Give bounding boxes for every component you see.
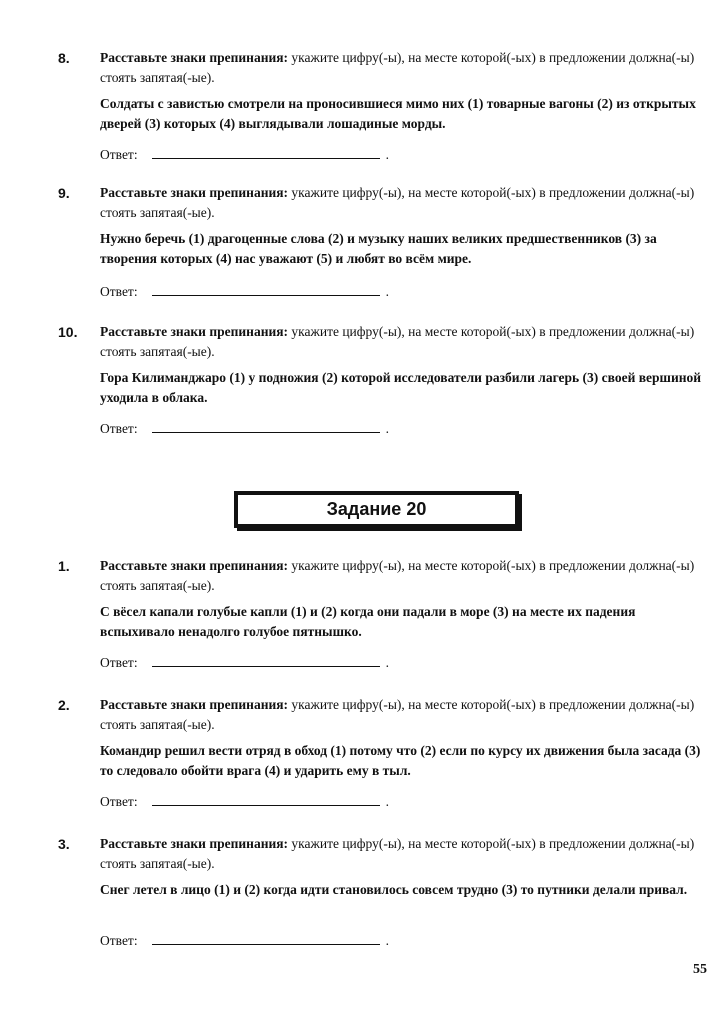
answer-period: .	[385, 655, 389, 670]
answer-label: Ответ:	[100, 284, 138, 299]
answer-field[interactable]	[152, 144, 380, 159]
answer-label: Ответ:	[100, 655, 138, 670]
answer-label: Ответ:	[100, 794, 138, 809]
task-number: 8.	[58, 50, 70, 66]
answer-field[interactable]	[152, 418, 380, 433]
answer-row	[100, 418, 389, 439]
answer-row	[100, 930, 389, 951]
task-number: 2.	[58, 697, 70, 713]
answer-label: Ответ:	[100, 421, 138, 436]
task-instruction: Расставьте знаки препинания: укажите цифру(-ы), на месте которой(-ых) в предложении должна(-ы) стоять запятая(-ые).	[100, 836, 695, 871]
answer-row	[100, 281, 389, 302]
task-sentence: Командир решил вести отряд в обход (1) потому что (2) если по курсу их движения была засада (3) то следовало обойти врага (4) и ударить ему в тыл.	[100, 743, 701, 778]
section-title: Задание 20	[326, 499, 427, 519]
task-instruction: Расставьте знаки препинания: укажите цифру(-ы), на месте которой(-ых) в предложении должна(-ы) стоять запятая(-ые).	[100, 558, 695, 593]
answer-period: .	[385, 147, 389, 162]
answer-field[interactable]	[152, 281, 380, 296]
task-sentence: Гора Килиманджаро (1) у подножия (2) которой исследователи разбили лагерь (3) своей вершиной уходила в облака.	[100, 370, 702, 405]
page-number: 55	[693, 962, 707, 977]
answer-field[interactable]	[152, 652, 380, 667]
answer-field[interactable]	[152, 930, 380, 945]
task-instruction: Расставьте знаки препинания: укажите цифру(-ы), на месте которой(-ых) в предложении должна(-ы) стоять запятая(-ые).	[100, 185, 695, 220]
task-instruction: Расставьте знаки препинания: укажите цифру(-ы), на месте которой(-ых) в предложении должна(-ы) стоять запятая(-ые).	[100, 324, 695, 359]
task-sentence: С вёсел капали голубые капли (1) и (2) когда они падали в море (3) на месте их падения вспыхивало ненадолго голубое пятнышко.	[100, 604, 636, 639]
task-number: 1.	[58, 558, 70, 574]
answer-period: .	[385, 794, 389, 809]
task-instruction: Расставьте знаки препинания: укажите цифру(-ы), на месте которой(-ых) в предложении должна(-ы) стоять запятая(-ые).	[100, 697, 695, 732]
answer-row	[100, 791, 389, 812]
section-header	[234, 491, 519, 528]
answer-label: Ответ:	[100, 147, 138, 162]
answer-period: .	[385, 933, 389, 948]
answer-period: .	[385, 284, 389, 299]
task-sentence: Солдаты с завистью смотрели на проносившиеся мимо них (1) товарные вагоны (2) из открытых дверей (3) которых (4) выглядывали лошадиные морды.	[100, 96, 696, 131]
task-instruction: Расставьте знаки препинания: укажите цифру(-ы), на месте которой(-ых) в предложении должна(-ы) стоять запятая(-ые).	[100, 50, 695, 85]
task-number: 9.	[58, 185, 70, 201]
task-sentence: Снег летел в лицо (1) и (2) когда идти становилось совсем трудно (3) то путники делали привал.	[100, 882, 688, 897]
task-sentence: Нужно беречь (1) драгоценные слова (2) и музыку наших великих предшественников (3) за творения которых (4) нас уважают (5) и любят во всём мире.	[100, 231, 657, 266]
answer-field[interactable]	[152, 791, 380, 806]
task-number: 3.	[58, 836, 70, 852]
answer-row	[100, 144, 389, 165]
answer-label: Ответ:	[100, 933, 138, 948]
answer-row	[100, 652, 389, 673]
task-number: 10.	[58, 324, 78, 340]
answer-period: .	[385, 421, 389, 436]
